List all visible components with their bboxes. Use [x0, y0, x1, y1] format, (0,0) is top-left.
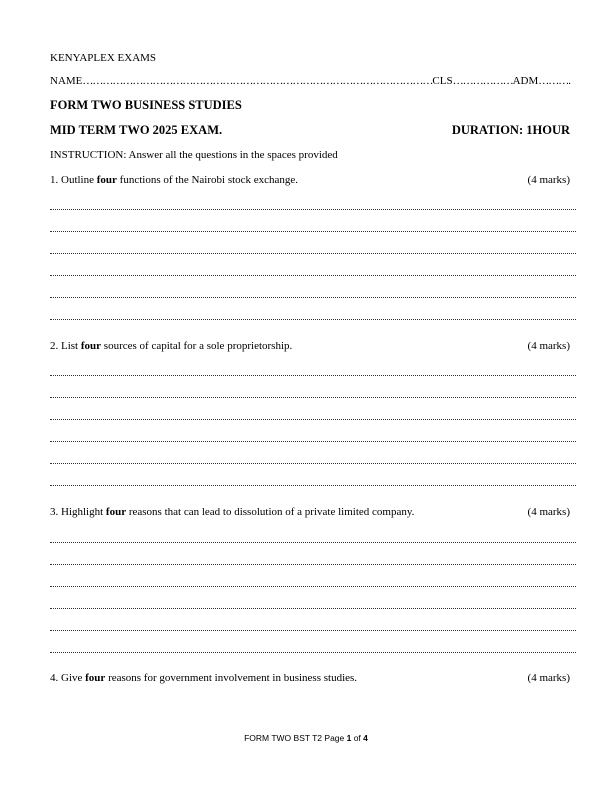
question-3-marks: (4 marks): [527, 506, 570, 518]
duration-label: DURATION: 1HOUR: [451, 123, 570, 137]
cls-label: CLS: [432, 75, 453, 87]
answer-line[interactable]: [50, 209, 576, 210]
question-3: 3. Highlight four reasons that can lead to dissolution of a private limited company.: [50, 506, 415, 518]
answer-line[interactable]: [50, 630, 576, 631]
answer-line[interactable]: [50, 397, 576, 398]
instruction-text: INSTRUCTION: Answer all the questions in the spaces provided: [50, 149, 338, 161]
answer-line[interactable]: [50, 419, 576, 420]
adm-label: ADM: [512, 75, 539, 87]
answer-line[interactable]: [50, 542, 576, 543]
answer-line[interactable]: [50, 375, 576, 376]
answer-line[interactable]: [50, 485, 576, 486]
answer-line[interactable]: [50, 652, 576, 653]
question-2: 2. List four sources of capital for a sole proprietorship.: [50, 340, 293, 352]
question-4: 4. Give four reasons for government involvement in business studies.: [50, 672, 358, 684]
answer-line[interactable]: [50, 231, 576, 232]
subject-title: FORM TWO BUSINESS STUDIES: [50, 98, 242, 112]
answer-line[interactable]: [50, 441, 576, 442]
name-dots: ……………………………………………………………………………………………: [82, 75, 433, 87]
question-1-marks: (4 marks): [527, 174, 570, 186]
answer-line[interactable]: [50, 297, 576, 298]
answer-line[interactable]: [50, 319, 576, 320]
exam-title: MID TERM TWO 2025 EXAM.: [50, 123, 223, 137]
answer-line[interactable]: [50, 608, 576, 609]
question-1: 1. Outline four functions of the Nairobi stock exchange.: [50, 174, 299, 186]
cls-dots: ………………: [452, 75, 513, 87]
answer-line[interactable]: [50, 253, 576, 254]
answer-line[interactable]: [50, 564, 576, 565]
question-4-marks: (4 marks): [527, 672, 570, 684]
page-footer: FORM TWO BST T2 Page 1 of 4: [244, 733, 368, 743]
student-info-row: [50, 75, 576, 87]
question-2-marks: (4 marks): [527, 340, 570, 352]
adm-dots: ……….: [538, 75, 570, 87]
answer-line[interactable]: [50, 463, 576, 464]
answer-line[interactable]: [50, 275, 576, 276]
school-name: KENYAPLEX EXAMS: [50, 52, 157, 64]
name-label: NAME: [50, 75, 83, 87]
answer-line[interactable]: [50, 586, 576, 587]
